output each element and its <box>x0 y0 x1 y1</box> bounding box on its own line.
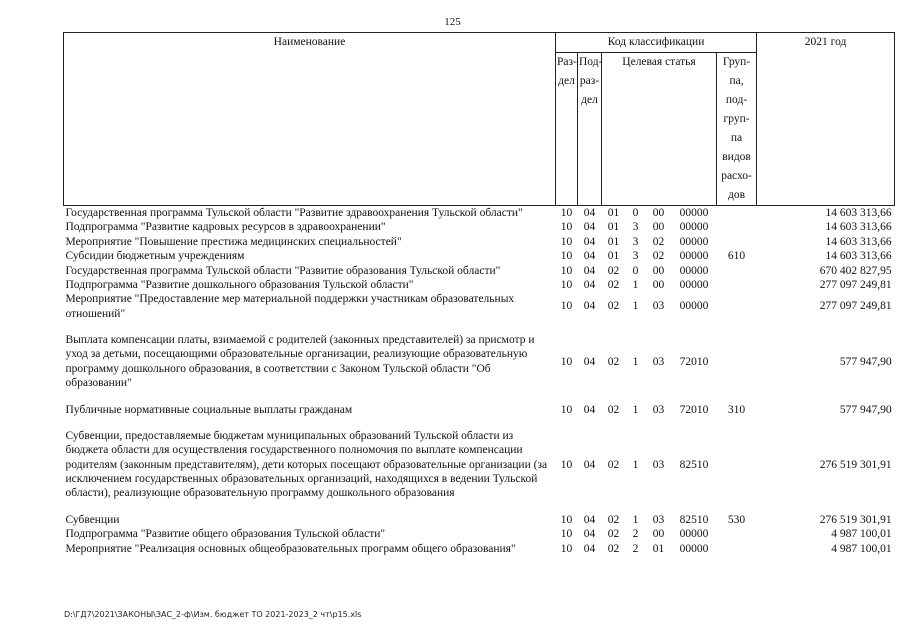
row-code-c7 <box>717 235 757 249</box>
table-row <box>64 542 895 556</box>
row-code-c4: 0 <box>632 207 639 219</box>
row-code-c2: 04 <box>583 235 596 248</box>
row-code-c2: 04 <box>583 513 596 526</box>
row-code-c1: 10 <box>560 528 573 541</box>
header-group: Груп- па, под- груп- па видов расхо- дов <box>717 53 757 206</box>
row-code-c1: 10 <box>560 542 573 555</box>
row-code-c6: 00000 <box>679 207 709 219</box>
row-code-c5: 00 <box>652 221 665 234</box>
row-code-c7 <box>717 264 757 278</box>
row-code-c3: 02 <box>607 300 620 313</box>
table-row <box>64 249 895 263</box>
row-code-c5: 00 <box>652 207 665 219</box>
row-code-c6: 00000 <box>679 264 709 277</box>
row-name: Мероприятие "Реализация основных общеобразовательных программ общего образования" <box>65 542 516 555</box>
row-code-c4: 2 <box>632 542 639 555</box>
row-spacer-cell <box>64 391 895 403</box>
row-code-c2: 04 <box>583 355 596 368</box>
row-code-c5: 02 <box>652 250 665 263</box>
row-code-c3: 02 <box>607 355 620 368</box>
row-code-c2: 04 <box>583 458 596 471</box>
row-code-c5: 03 <box>652 355 665 368</box>
row-code-c1: 10 <box>560 355 573 368</box>
table-row <box>64 333 895 391</box>
row-code-c1: 10 <box>560 250 573 263</box>
row-code-c4: 1 <box>632 355 639 368</box>
row-code-c2: 04 <box>583 403 596 416</box>
row-code-c7 <box>717 542 757 556</box>
row-code-c1: 10 <box>560 278 573 291</box>
row-code-c7 <box>717 220 757 234</box>
row-code-c1: 10 <box>560 207 573 219</box>
row-code-c4: 1 <box>632 278 639 291</box>
row-amount: 577 947,90 <box>839 355 892 368</box>
row-code-c4: 3 <box>632 235 639 248</box>
row-code-c6: 82510 <box>679 513 709 526</box>
table-row <box>64 403 895 417</box>
row-amount: 577 947,90 <box>839 403 892 416</box>
row-code-c3: 02 <box>607 513 620 526</box>
row-code-c5: 00 <box>652 528 665 541</box>
row-code-c2: 04 <box>583 221 596 234</box>
budget-table <box>63 32 895 556</box>
table-row <box>64 235 895 249</box>
row-code-c3: 02 <box>607 458 620 471</box>
header-name: Наименование <box>64 33 556 206</box>
row-code-c6: 00000 <box>679 221 709 234</box>
row-code-c6: 00000 <box>679 300 709 313</box>
row-code-c3: 02 <box>607 542 620 555</box>
table-row <box>64 206 895 221</box>
row-code-c3: 02 <box>607 528 620 541</box>
row-code-c3: 02 <box>607 403 620 416</box>
row-code-c2: 04 <box>583 250 596 263</box>
row-code-c1: 10 <box>560 513 573 526</box>
row-name: Государственная программа Тульской области "Развитие здравоохранения Тульской области" <box>65 207 523 219</box>
row-code-c4: 1 <box>632 458 639 471</box>
row-code-c6: 00000 <box>679 250 709 263</box>
row-name: Субсидии бюджетным учреждениям <box>65 250 245 263</box>
row-amount: 277 097 249,81 <box>819 278 892 291</box>
row-code-c6: 00000 <box>679 542 709 555</box>
row-code-c5: 03 <box>652 513 665 526</box>
row-code-c6: 72010 <box>679 403 709 416</box>
row-name: Подпрограмма "Развитие кадровых ресурсов в здравоохранении" <box>65 221 386 234</box>
row-code-c7 <box>717 206 757 221</box>
row-code-c7: 610 <box>727 250 746 263</box>
row-code-c4: 1 <box>632 300 639 313</box>
row-spacer <box>64 321 895 333</box>
row-code-c6: 00000 <box>679 235 709 248</box>
header-podrazdel: Под- раз- дел <box>578 53 602 206</box>
row-name: Субвенции <box>65 513 120 526</box>
row-code-c5: 01 <box>652 542 665 555</box>
row-spacer <box>64 417 895 429</box>
row-code-c5: 00 <box>652 278 665 291</box>
row-code-c3: 01 <box>607 235 620 248</box>
row-code-c6: 82510 <box>679 458 709 471</box>
table-body <box>64 206 895 556</box>
row-code-c5: 03 <box>652 458 665 471</box>
row-code-c3: 01 <box>607 221 620 234</box>
row-amount: 670 402 827,95 <box>819 264 892 277</box>
row-code-c7 <box>717 278 757 292</box>
row-code-c7 <box>717 429 757 501</box>
row-code-c2: 04 <box>583 300 596 313</box>
row-amount: 277 097 249,81 <box>819 300 892 313</box>
row-code-c3: 02 <box>607 264 620 277</box>
row-name: Государственная программа Тульской области "Развитие образования Тульской области" <box>65 264 501 277</box>
table-row <box>64 292 895 321</box>
row-amount: 4 987 100,01 <box>831 542 892 555</box>
table-row <box>64 220 895 234</box>
row-name: Субвенции, предоставляемые бюджетам муниципальных образований Тульской области из бюджета области для осуществления государственного полномочия по выплате компенсации родителям (законным представителям), дети которых посещают образовательные организации (за исключением государственных образовательных организаций, находящихся в ведении Тульской области), реализующие образовательную программу дошкольного образования <box>65 429 548 500</box>
row-code-c4: 1 <box>632 513 639 526</box>
header-year: 2021 год <box>757 33 895 206</box>
row-code-c5: 03 <box>652 403 665 416</box>
row-name: Выплата компенсации платы, взимаемой с родителей (законных представителей) за присмотр и уход за детьми, посещающими образовательные организации, реализующие образовательную программу дошкольного образования, в соответствии с Законом Тульской области "Об образовании" <box>65 334 535 390</box>
row-code-c1: 10 <box>560 235 573 248</box>
page-number: 125 <box>444 16 461 28</box>
row-code-c4: 1 <box>632 403 639 416</box>
header-razdel: Раз- дел <box>556 53 578 206</box>
row-code-c6: 72010 <box>679 355 709 368</box>
row-code-c2: 04 <box>583 278 596 291</box>
row-name: Публичные нормативные социальные выплаты гражданам <box>65 403 353 416</box>
row-amount: 276 519 301,91 <box>819 513 892 526</box>
row-code-c2: 04 <box>583 207 596 219</box>
row-code-c3: 01 <box>607 250 620 263</box>
row-code-c4: 0 <box>632 264 639 277</box>
row-spacer <box>64 391 895 403</box>
row-code-c1: 10 <box>560 300 573 313</box>
table-row <box>64 429 895 501</box>
row-spacer-cell <box>64 321 895 333</box>
row-spacer <box>64 501 895 513</box>
row-amount: 276 519 301,91 <box>819 458 892 471</box>
row-code-c4: 3 <box>632 221 639 234</box>
row-spacer-cell <box>64 417 895 429</box>
row-name: Мероприятие "Повышение престижа медицинских специальностей" <box>65 235 402 248</box>
row-code-c3: 01 <box>607 207 620 219</box>
row-name: Мероприятие "Предоставление мер материальной поддержки участникам образовательных отношений" <box>65 293 515 320</box>
row-code-c7 <box>717 333 757 391</box>
row-name: Подпрограмма "Развитие общего образования Тульской области" <box>65 528 386 541</box>
header-target: Целевая статья <box>602 53 717 206</box>
table-row <box>64 278 895 292</box>
row-spacer-cell <box>64 501 895 513</box>
row-amount: 14 603 313,66 <box>825 221 892 234</box>
row-code-c1: 10 <box>560 458 573 471</box>
row-code-c7 <box>717 527 757 541</box>
row-code-c1: 10 <box>560 221 573 234</box>
row-name: Подпрограмма "Развитие дошкольного образования Тульской области" <box>65 278 414 291</box>
row-amount: 14 603 313,66 <box>825 250 892 263</box>
row-code-c4: 2 <box>632 528 639 541</box>
row-amount: 14 603 313,66 <box>825 207 892 219</box>
row-code-c6: 00000 <box>679 278 709 291</box>
row-code-c2: 04 <box>583 542 596 555</box>
row-code-c1: 10 <box>560 403 573 416</box>
row-amount: 14 603 313,66 <box>825 235 892 248</box>
row-code-c5: 02 <box>652 235 665 248</box>
footer-file-path: D:\ГД7\2021\ЗАКОНЫ\ЗАС_2-ф\Изм. бюджет ТО 2021-2023_2 чт\р15.xls <box>64 610 362 619</box>
header-classification: Код классификации <box>556 33 757 53</box>
row-code-c7 <box>717 292 757 321</box>
row-code-c5: 03 <box>652 300 665 313</box>
row-code-c6: 00000 <box>679 528 709 541</box>
row-code-c7: 310 <box>727 403 746 416</box>
row-code-c2: 04 <box>583 264 596 277</box>
row-code-c4: 3 <box>632 250 639 263</box>
table-row <box>64 264 895 278</box>
table-row <box>64 513 895 527</box>
row-code-c5: 00 <box>652 264 665 277</box>
row-amount: 4 987 100,01 <box>831 528 892 541</box>
row-code-c7: 530 <box>727 513 746 526</box>
row-code-c3: 02 <box>607 278 620 291</box>
row-code-c1: 10 <box>560 264 573 277</box>
table-row <box>64 527 895 541</box>
row-code-c2: 04 <box>583 528 596 541</box>
